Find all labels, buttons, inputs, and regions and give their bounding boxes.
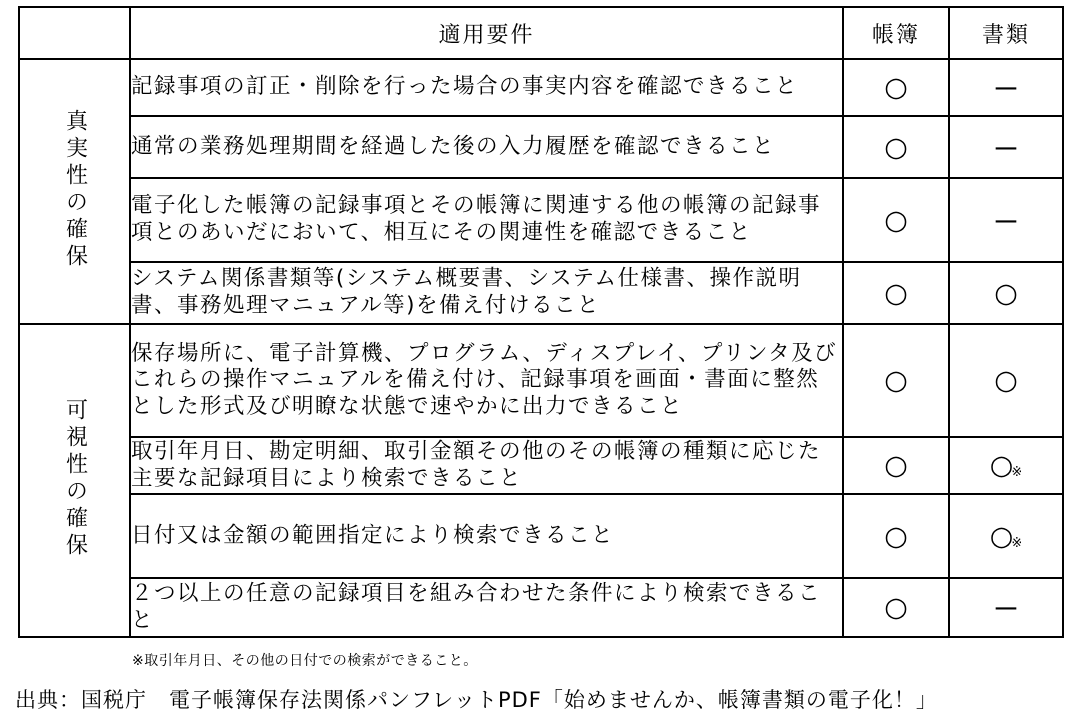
documents-mark: ○ <box>994 365 1018 396</box>
header-requirement: 適用要件 <box>130 7 843 59</box>
documents-mark: ○ <box>989 450 1014 481</box>
header-documents: 書類 <box>949 7 1063 59</box>
group-label: 真実性の確保 <box>62 108 88 271</box>
group-label: 可視性の確保 <box>62 397 88 560</box>
documents-mark-cell <box>949 578 1063 637</box>
documents-mark: － <box>992 595 1019 625</box>
documents-mark: ○ <box>994 277 1018 309</box>
requirement-text: 日付又は金額の範囲指定により検索できること <box>130 494 843 578</box>
header-row <box>19 7 1063 59</box>
documents-mark: － <box>992 134 1019 165</box>
table-row <box>19 262 1063 324</box>
books-mark-cell <box>843 324 949 437</box>
books-mark: ○ <box>884 72 908 103</box>
books-mark-cell <box>843 578 949 637</box>
header-books: 帳簿 <box>843 7 949 59</box>
books-mark: ○ <box>884 131 908 163</box>
documents-mark-cell <box>949 494 1063 578</box>
books-mark-cell <box>843 494 949 578</box>
table-row <box>19 324 1063 437</box>
footnote-marker: ※ <box>1011 535 1023 551</box>
documents-mark-cell <box>949 262 1063 324</box>
table-row <box>19 437 1063 494</box>
table-row <box>19 116 1063 178</box>
requirement-text: ２つ以上の任意の記録項目を組み合わせた条件により検索できること <box>130 578 843 637</box>
footnote-marker: ※ <box>1011 465 1023 480</box>
documents-mark-cell <box>949 437 1063 494</box>
requirement-text: 電子化した帳簿の記録事項とその帳簿に関連する他の帳簿の記録事項とのあいだにおいて、相互にその関連性を確認できること <box>130 178 843 262</box>
table-row <box>19 494 1063 578</box>
documents-mark-cell <box>949 116 1063 178</box>
books-mark: ○ <box>884 520 908 552</box>
requirement-text: 記録事項の訂正・削除を行った場合の事実内容を確認できること <box>130 59 843 116</box>
books-mark: ○ <box>884 592 908 623</box>
books-mark: ○ <box>884 365 908 396</box>
table-row <box>19 578 1063 637</box>
documents-mark: － <box>992 75 1019 105</box>
source-citation: 出典：国税庁 電子帳簿保存法関係パンフレットPDF「始めませんか、帳簿書類の電子化！」 <box>15 688 938 712</box>
books-mark-cell <box>843 116 949 178</box>
table-row <box>19 59 1063 116</box>
documents-mark-cell <box>949 324 1063 437</box>
requirement-text: 通常の業務処理期間を経過した後の入力履歴を確認できること <box>130 116 843 178</box>
documents-mark: ○ <box>989 520 1014 552</box>
books-mark-cell <box>843 59 949 116</box>
books-mark-cell <box>843 262 949 324</box>
header-category <box>19 7 130 59</box>
books-mark-cell <box>843 178 949 262</box>
books-mark: ○ <box>884 450 908 481</box>
books-mark: ○ <box>884 204 908 236</box>
footnote: ※取引年月日、その他の日付での検索ができること。 <box>132 653 478 669</box>
requirement-text: 取引年月日、勘定明細、取引金額その他のその帳簿の種類に応じた主要な記録項目により検索できること <box>130 437 843 494</box>
table-row <box>19 178 1063 262</box>
documents-mark-cell <box>949 59 1063 116</box>
documents-mark-cell <box>949 178 1063 262</box>
books-mark-cell <box>843 437 949 494</box>
group-authenticity <box>19 59 130 324</box>
requirement-text: システム関係書類等(システム概要書、システム仕様書、操作説明書、事務処理マニュアル等)を備え付けること <box>130 262 843 324</box>
group-visibility <box>19 324 130 637</box>
requirement-text: 保存場所に、電子計算機、プログラム、ディスプレイ、プリンタ及びこれらの操作マニュアルを備え付け、記録事項を画面・書面に整然とした形式及び明瞭な状態で速やかに出力できること <box>130 324 843 437</box>
documents-mark: － <box>992 207 1019 238</box>
books-mark: ○ <box>884 277 908 309</box>
requirements-table <box>18 6 1064 638</box>
